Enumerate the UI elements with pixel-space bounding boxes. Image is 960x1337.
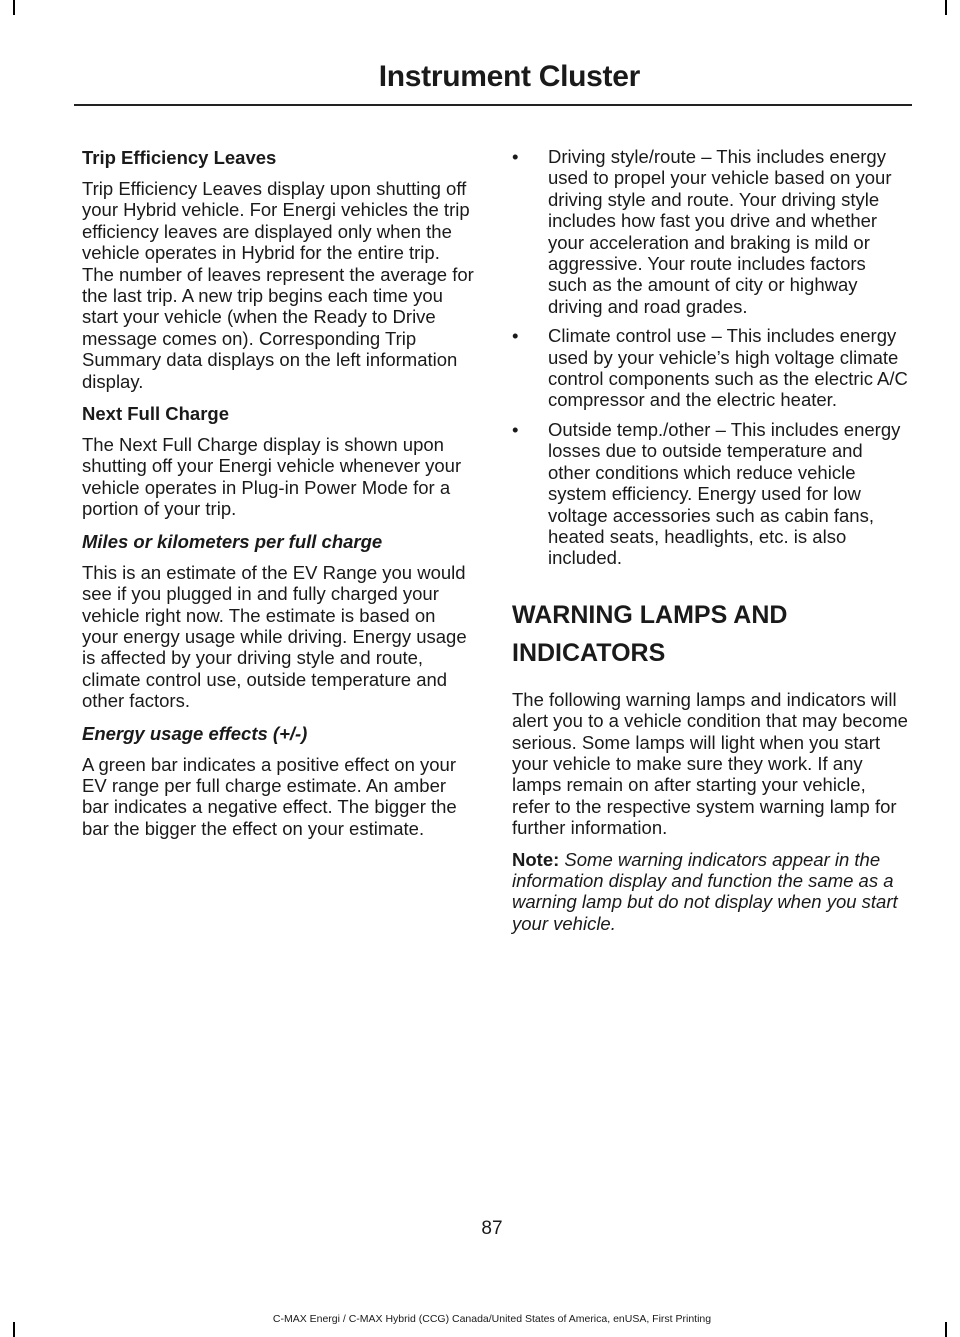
list-item (512, 146, 908, 317)
header-rule (74, 104, 912, 106)
note-text: Some warning indicators appear in the information display and function the same as a warning lamp but do not display when you start your vehicle. (512, 848, 898, 934)
warning-lamps-text: The following warning lamps and indicators will alert you to a vehicle condition that may become serious. Some lamps will light when you start your vehicle to make sure they work. If any lamps remain on after starting your vehicle, refer to the respective system warning lamp for further information. (512, 688, 908, 839)
next-full-charge-heading: Next Full Charge (82, 403, 229, 425)
page-number: 87 (481, 1218, 503, 1239)
list-item (512, 419, 908, 569)
energy-factor-list (512, 146, 908, 569)
crop-mark-top-left (13, 0, 15, 15)
edition-footer: C-MAX Energi / C-MAX Hybrid (CCG) Canada/United States of America, enUSA, First Printing (272, 1313, 712, 1325)
per-full-charge-text: This is an estimate of the EV Range you would see if you plugged in and fully charged your vehicle right now. The estimate is based on your energy usage while driving. Energy usage is affected by your driving style and route, climate control use, outside temperature and other factors. (82, 561, 467, 712)
list-item-text: Climate control use – This includes energy used by your vehicle’s high voltage climate control components such as the electric A/C compressor and the electric heater. (548, 325, 908, 411)
crop-mark-top-right (945, 0, 947, 15)
right-column (512, 146, 908, 944)
bullet-icon: • (512, 146, 519, 167)
per-full-charge-heading: Miles or kilometers per full charge (82, 530, 383, 552)
bullet-icon: • (512, 325, 519, 347)
left-column (82, 146, 475, 849)
note-paragraph (512, 849, 908, 935)
energy-usage-effects-text: A green bar indicates a positive effect on your EV range per full charge estimate. An amber bar indicates a negative effect. The bigger the bar the bigger the effect on your estimate. (82, 753, 457, 839)
energy-usage-effects-heading: Energy usage effects (+/-) (82, 722, 308, 744)
trip-efficiency-leaves-text: Trip Efficiency Leaves display upon shutting off your Hybrid vehicle. For Energi vehicles the trip efficiency leaves are displayed only when the vehicle operates in Hybrid for the entire trip. The number of leaves represent the average for the last trip. A new trip begins each time you start your vehicle (when the Ready to Drive message comes on). Corresponding Trip Summary data displays on the left information display. (82, 178, 474, 392)
list-item (512, 325, 908, 411)
list-item-text: Driving style/route – This includes energy used to propel your vehicle based on your driving style and route. Your driving style includes how fast you drive and whether your acceleration and braking is mild or aggressive. Your route includes factors such as the amount of city or highway driving and road grades. (548, 146, 892, 317)
page-title: Instrument Cluster (378, 60, 640, 93)
note-label: Note: (512, 848, 560, 870)
bullet-icon: • (512, 418, 519, 440)
warning-lamps-heading-line2: INDICATORS (512, 638, 666, 667)
warning-lamps-heading-line1: WARNING LAMPS AND (512, 600, 788, 629)
trip-efficiency-leaves-heading: Trip Efficiency Leaves (82, 147, 277, 168)
next-full-charge-text: The Next Full Charge display is shown upon shutting off your Energi vehicle whenever your vehicle operates in Plug-in Power Mode for a portion of your trip. (82, 434, 462, 520)
list-item-text: Outside temp./other – This includes energy losses due to outside temperature and other conditions which reduce vehicle system efficiency. Energy used for low voltage accessories such as cabin fans, heated seats, headlights, etc. is also included. (548, 418, 901, 569)
